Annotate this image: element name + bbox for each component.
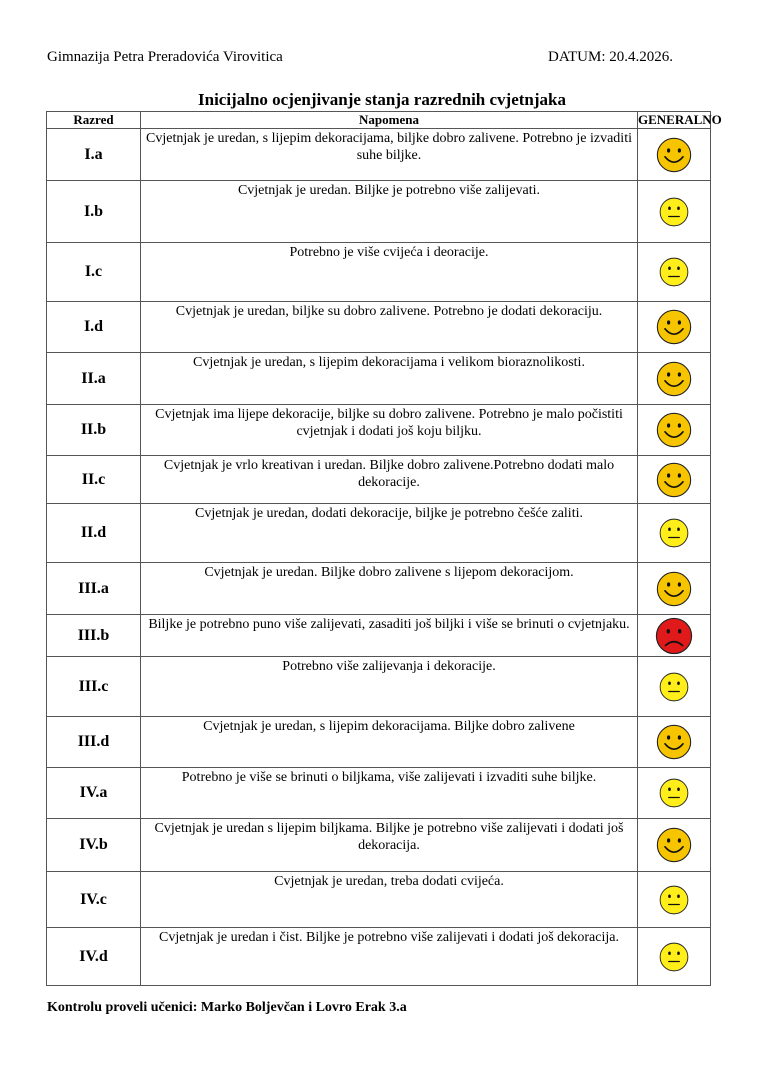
school-name: Gimnazija Petra Preradovića Virovitica [47,49,283,65]
sad-face-icon [655,617,693,655]
neutral-face-icon [659,672,689,702]
neutral-face-icon [659,778,689,808]
note-cell: Cvjetnjak je uredan, s lijepim dekoracijama, biljke dobro zalivene. Potrebno je izvaditi suhe biljke. [141,129,638,181]
table-row [47,657,711,717]
rating-cell [638,657,711,717]
table-row [47,129,711,181]
class-cell: II.a [47,353,141,405]
note-cell: Cvjetnjak je uredan, treba dodati cvijeća. [141,872,638,928]
column-header-note: Napomena [141,112,638,129]
rating-cell [638,353,711,405]
table-row [47,768,711,819]
neutral-face-icon [659,197,689,227]
note-cell: Cvjetnjak ima lijepe dekoracije, biljke su dobro zalivene. Potrebno je malo počistiti cvjetnjak i dodati još koju biljku. [141,405,638,456]
table-row [47,302,711,353]
note-cell: Cvjetnjak je uredan s lijepim biljkama. Biljke je potrebno više zalijevati i dodati još dekoracija. [141,819,638,872]
rating-cell [638,504,711,563]
class-cell: IV.b [47,819,141,872]
class-cell: II.c [47,456,141,504]
neutral-face-icon [659,942,689,972]
rating-cell [638,928,711,986]
happy-face-icon [656,361,692,397]
note-cell: Cvjetnjak je uredan i čist. Biljke je potrebno više zalijevati i dodati još dekoracija. [141,928,638,986]
footer-note: Kontrolu proveli učenici: Marko Boljevčan i Lovro Erak 3.a [47,1000,407,1015]
rating-cell [638,819,711,872]
document-date: DATUM: 20.4.2026. [548,49,674,65]
rating-cell [638,717,711,768]
rating-cell [638,302,711,353]
class-cell: III.d [47,717,141,768]
table-row [47,615,711,657]
happy-face-icon [656,137,692,173]
class-cell: I.d [47,302,141,353]
neutral-face-icon [659,518,689,548]
rating-cell [638,243,711,302]
class-cell: III.c [47,657,141,717]
column-header-class: Razred [47,112,141,129]
table-header-row [47,112,711,129]
note-cell: Cvjetnjak je uredan. Biljke je potrebno više zalijevati. [141,181,638,243]
table-row [47,504,711,563]
rating-cell [638,615,711,657]
class-cell: I.a [47,129,141,181]
note-cell: Potrebno više zalijevanja i dekoracije. [141,657,638,717]
note-cell: Biljke je potrebno puno više zalijevati, zasaditi još biljki i više se brinuti o cvjetnjaku. [141,615,638,657]
table-row [47,353,711,405]
column-header-general: GENERALNO [638,112,722,127]
rating-cell [638,181,711,243]
class-cell: I.c [47,243,141,302]
table-row [47,872,711,928]
table-row [47,717,711,768]
happy-face-icon [656,724,692,760]
class-cell: IV.a [47,768,141,819]
table-row [47,563,711,615]
rating-cell [638,563,711,615]
note-cell: Potrebno je više cvijeća i deoracije. [141,243,638,302]
note-cell: Cvjetnjak je uredan, dodati dekoracije, biljke je potrebno češće zaliti. [141,504,638,563]
note-cell: Cvjetnjak je uredan, biljke su dobro zalivene. Potrebno je dodati dekoraciju. [141,302,638,353]
table-row [47,819,711,872]
happy-face-icon [656,412,692,448]
table-row [47,243,711,302]
happy-face-icon [656,827,692,863]
class-cell: II.b [47,405,141,456]
rating-cell [638,129,711,181]
note-cell: Potrebno je više se brinuti o biljkama, više zalijevati i izvaditi suhe biljke. [141,768,638,819]
table-row [47,405,711,456]
ratings-table [46,111,722,986]
note-cell: Cvjetnjak je uredan, s lijepim dekoracijama. Biljke dobro zalivene [141,717,638,768]
class-cell: IV.c [47,872,141,928]
rating-cell [638,872,711,928]
happy-face-icon [656,309,692,345]
class-cell: I.b [47,181,141,243]
rating-cell [638,768,711,819]
document-title: Inicijalno ocjenjivanje stanja razrednih cvjetnjaka [198,90,566,109]
table-row [47,456,711,504]
rating-cell [638,456,711,504]
note-cell: Cvjetnjak je uredan, s lijepim dekoracijama i velikom bioraznolikosti. [141,353,638,405]
class-cell: III.b [47,615,141,657]
note-cell: Cvjetnjak je vrlo kreativan i uredan. Biljke dobro zalivene.Potrebno dodati malo dekoracije. [141,456,638,504]
neutral-face-icon [659,885,689,915]
happy-face-icon [656,571,692,607]
table-row [47,181,711,243]
class-cell: III.a [47,563,141,615]
class-cell: II.d [47,504,141,563]
rating-cell [638,405,711,456]
neutral-face-icon [659,257,689,287]
class-cell: IV.d [47,928,141,986]
table-row [47,928,711,986]
note-cell: Cvjetnjak je uredan. Biljke dobro zalivene s lijepom dekoracijom. [141,563,638,615]
happy-face-icon [656,462,692,498]
